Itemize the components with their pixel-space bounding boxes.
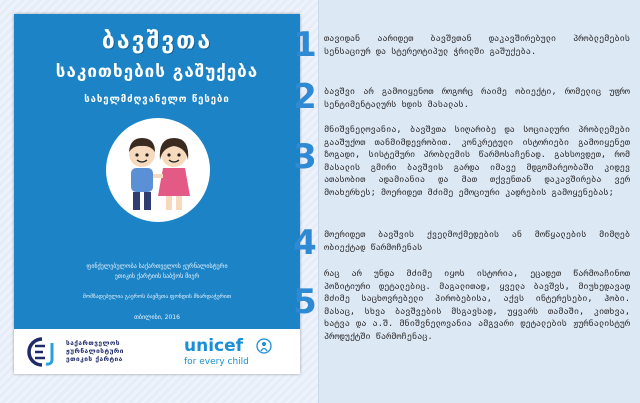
cover-subtitle: სახელმძღვანელო წესები [84,94,230,105]
cover-title: ბავშვთა [101,28,213,54]
item-text-4: მოერიდეთ ბავშვის ქველმოქმედების ან მოწყალების მიმღებ ობიექტად წარმოჩენას [324,230,630,253]
item-number-1: 1 [293,25,317,65]
ej-logo-text-line1: საქართველოს [66,339,121,347]
item-text-3: მნიშვნელოვანია, ბავშვთა სიღარიბე და სოციალური პრობლემები გააშუქოთ თანმიმდევრობით. კონკრეტული ისტორიები გამოიყენეთ ზოგადი, სისტემური პრობლემის წარმოსაჩენად. გახსოვდეთ, რომ მასალის გმირი ბავშვის გარდა იმავე მდგომარეობაში კიდევ ათასობით ადამიანია და მათ თქვენთან დაკავშირება ვერ მოახერხეს; მოერიდეთ მძიმე ემოციური კადრების გამოყენებას; [324,125,630,198]
cover-organization-line1: ფინქულებულობა საქართველოს ჟურნალისტური [86,263,228,270]
item-number-2: 2 [293,77,317,117]
item-number-4: 4 [293,223,317,263]
item-text-5: რაც არ უნდა მძიმე იყოს ისტორია, ეცადეთ წარმოაჩინოთ პოზიტიური დეტალებიც. მაგალითად, ყველა ბავშვს, მიუხედავად მძიმე საცხოვრებელი პირობებისა, აქვს ინტერესები, ჰობი. მასაც, სხვა ბავშვების მსგავსად, უყვარს თამაში, კითხვა, ხატვა და ა.შ. მნიშვნელოვანია ამგვარი დეტალების ჟურნალისტურ პროდუქტში წარმოჩენაც. [324,269,630,342]
item-number-3: 3 [293,137,317,177]
cover-year: თბილისი, 2016 [134,314,180,321]
ej-logo-text [66,339,146,363]
ej-logo-text-line3: ეთიკის ქარტია [66,355,123,363]
children-illustration-icon [104,116,212,224]
ej-logo-text-line2: ჟურნალისტური [66,347,124,355]
item-text-1: თავიდან აარიდეთ ბავშვთან დაკავშირებული პრობლემების სენსაციურ და სტერეოტიპულ ჭრილში გაშუქება. [324,34,630,57]
item-text-2: ბავშვი არ გამოიყენოთ როგორც რაიმე ობიექტი, რომელიც უფრო სენტიმენტალურს ხდის მასალას. [324,87,630,110]
cover-title-line2: საკითხების გაშუქება [55,62,259,82]
cover-prepared-by: მომზადებულია გაეროს ბავშვთა ფონდის მხარდაჭერით [82,294,232,300]
unicef-emblem-icon [256,338,272,354]
cover-organization [44,262,270,282]
unicef-name: unicef [184,336,244,356]
ej-logo-icon [26,337,60,367]
cover-blue-area [14,14,300,329]
cover-organization-line2: ეთიკის ქარტიის საბჭოს მიერ [114,273,200,280]
unicef-logo [184,336,294,372]
item-number-5: 5 [293,282,317,322]
unicef-tagline: for every child [184,357,249,367]
ej-charter-logo [26,337,146,369]
booklet-cover [14,14,300,374]
